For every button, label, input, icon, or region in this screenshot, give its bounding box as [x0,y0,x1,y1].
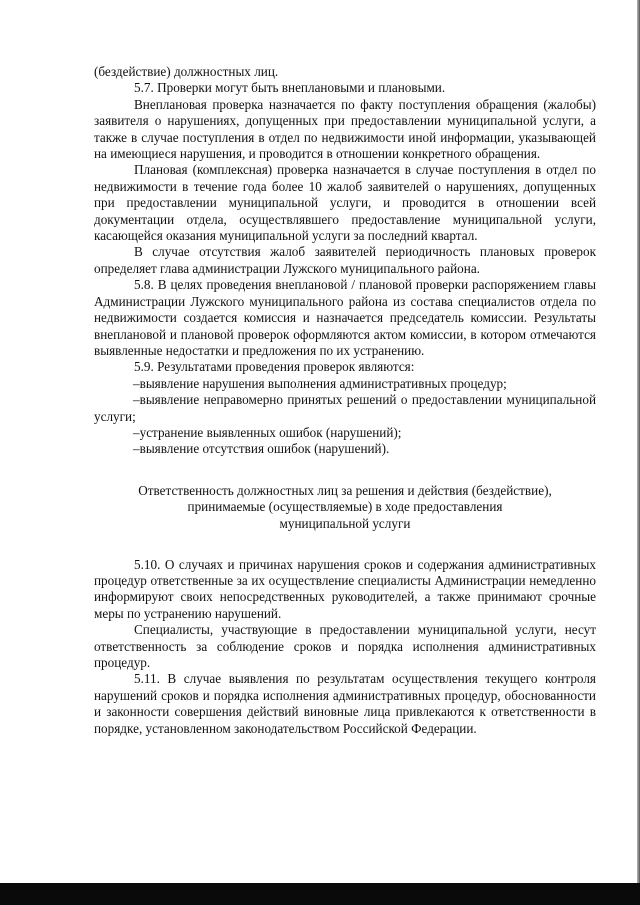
paragraph-5-7: 5.7. Проверки могут быть внеплановыми и плановыми. [134,80,446,96]
list-item: –выявление неправомерно принятых решений о предоставлении муниципальной услуги; [94,392,596,424]
paragraph-5-8: 5.8. В целях проведения внеплановой / плановой проверки распоряжением главы Администрации Лужского муниципального района из состава специалистов отдела по недвижимости создается комиссия и назначается председатель комиссии. Результаты внеплановой и плановой проверок оформляются актом комиссии, в котором отмечаются выявленные недостатки и предложения по их устранению. [94,277,596,358]
paragraph-unscheduled-inspection: Внеплановая проверка назначается по факту поступления обращения (жалобы) заявителя о нарушениях, допущенных при предоставлении муниципальной услуги, а также в случае поступления в отдел по недвижимости иной информации, указывающей на имеющиеся нарушения, и проводится в отношении конкретного обращения. [94,96,596,162]
list-item: –выявление нарушения выполнения административных процедур; [133,375,507,391]
heading-line: муниципальной услуги [279,515,411,531]
paragraph-5-10: 5.10. О случаях и причинах нарушения сроков и содержания административных процедур ответственные за их осуществление специалисты Администрации немедленно информируют своих непосредственных руководителей, а также принимают срочные меры по устранению нарушений. [94,556,596,621]
heading-line: принимаемые (осуществляемые) в ходе предоставления [187,499,503,515]
list-marker: – [133,424,140,440]
paragraph-continuation: (бездействие) должностных лиц. [94,64,279,79]
list-item: –устранение выявленных ошибок (нарушений); [133,424,402,440]
list-marker: – [133,441,140,457]
paragraph-no-complaints: В случае отсутствия жалоб заявителей периодичность плановых проверок определяет глава администрации Лужского муниципального района. [94,244,596,276]
paragraph-scheduled-inspection: Плановая (комплексная) проверка назначается в случае поступления в отдел по недвижимости в течение года более 10 жалоб заявителей о нарушениях, допущенных при предоставлении муниципальной услуги, и проводится в отношении всей документации отдела, осуществлявшего предоставление муниципальной услуги, касающейся оказания муниципальной услуги за последний квартал. [94,162,596,244]
heading-line: Ответственность должностных лиц за решения и действия (бездействие), [138,482,552,498]
section-heading [94,483,596,533]
paragraph-5-11: 5.11. В случае выявления по результатам осуществления текущего контроля нарушений сроков и порядка исполнения административных процедур, обоснованности и законности совершения действий виновные лица привлекаются к ответственности в порядке, установленном законодательством Российской Федерации. [94,671,596,736]
scan-edge-bottom [0,883,640,905]
paragraph-specialists-responsibility: Специалисты, участвующие в предоставлении муниципальной услуги, несут ответственность за соблюдение сроков и порядка исполнения административных процедур. [94,622,596,670]
document-body [94,64,596,737]
list-marker: – [133,375,140,391]
list-item: –выявление отсутствия ошибок (нарушений). [133,441,390,457]
paragraph-5-9: 5.9. Результатами проведения проверок являются: [134,359,415,375]
results-list [94,376,596,458]
list-marker: – [133,392,140,408]
